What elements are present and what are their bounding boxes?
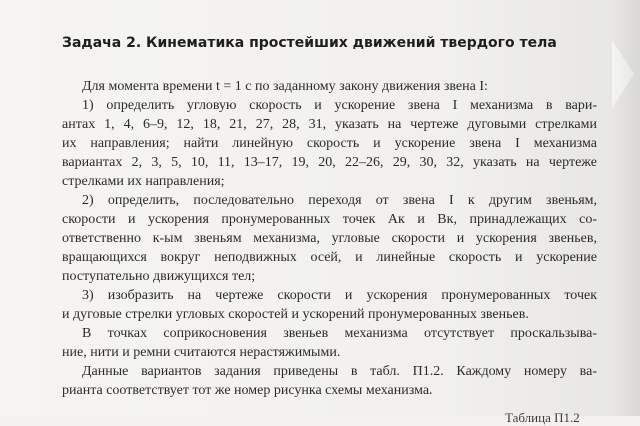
text-line: Данные вариантов задания приведены в табл. П1.2. Каждому номеру ва- [82, 364, 597, 379]
text-line: Для момента времени t = 1 с по заданному закону движения звена I: [82, 79, 488, 94]
text-line: их направления; найти линейную скорость и ускорение звена I механизма [62, 136, 597, 151]
text-line: стрелками их направления; [62, 174, 225, 189]
text-line: и дуговые стрелки угловых скоростей и ускорений пронумерованных звеньев. [62, 307, 529, 322]
text-line: 2) определить, последовательно переходя от звена I к другим звеньям, [82, 193, 597, 208]
text-line: рианта соответствует тот же номер рисунка схемы механизма. [62, 383, 433, 398]
task-heading: Задача 2. Кинематика простейших движений твердого тела [62, 35, 557, 51]
text-line: ние, нити и ремни считаются нерастяжимыми. [62, 345, 341, 360]
text-line: ответственно к-ым звеньям механизма, угловые скорости и ускорения звеньев, [62, 231, 597, 246]
text-line: антах 1, 4, 6–9, 12, 18, 21, 27, 28, 31, указать на чертеже дуговыми стрелками [62, 117, 597, 132]
text-line: поступательно движущихся тел; [62, 269, 256, 284]
text-line: вариантах 2, 3, 5, 10, 11, 13–17, 19, 20, 22–26, 29, 30, 32, указать на чертеже [62, 155, 597, 170]
text-line: скорости и ускорения пронумерованных точек Aк и Bк, принадлежащих со- [62, 212, 597, 227]
table-caption: Таблица П1.2 [505, 410, 580, 425]
task-body [62, 77, 597, 400]
text-line: вращающихся вокруг неподвижных осей, и линейные скорость и ускорение [62, 250, 597, 265]
text-line: В точках соприкосновения звеньев механизма отсутствует проскальзыва- [82, 326, 597, 341]
page-edge-shadow [612, 0, 640, 416]
text-line: 3) изобразить на чертеже скорости и ускорения пронумерованных точек [82, 288, 597, 303]
text-line: 1) определить угловую скорость и ускорение звена I механизма в вари- [82, 98, 597, 113]
